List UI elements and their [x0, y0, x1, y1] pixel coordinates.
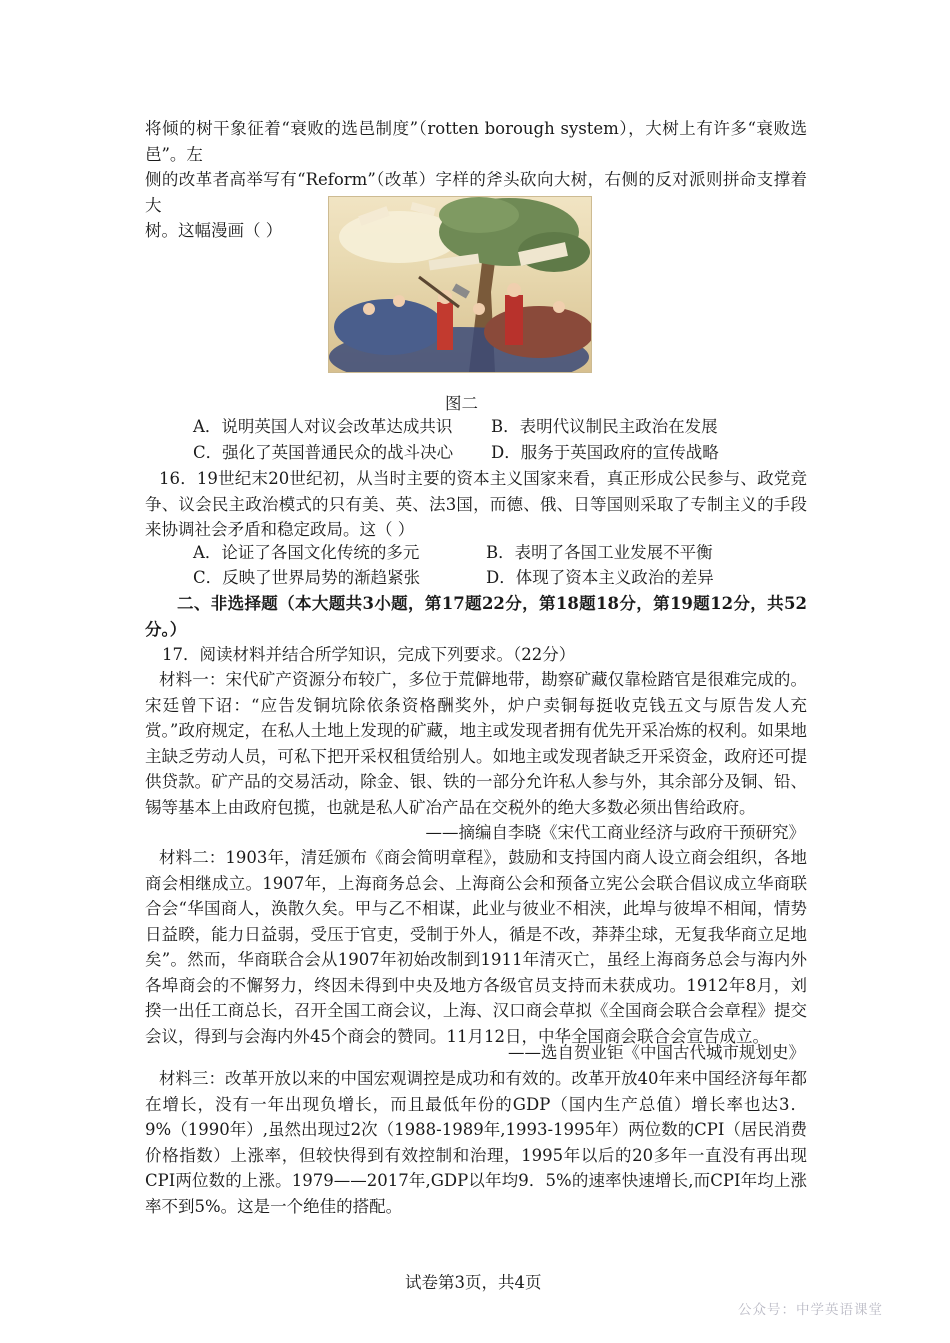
material-one-source: ——摘编自李晓《宋代工商业经济与政府干预研究》: [425, 823, 805, 842]
material-two-source: ——选自贺业钜《中国古代城市规划史》: [508, 1043, 805, 1062]
watermark: 公众号：中学英语课堂: [738, 1302, 883, 1318]
q15-option-b: B．表明代议制民主政治在发展: [491, 417, 718, 436]
q16-option-c: C．反映了世界局势的渐趋紧张: [193, 568, 421, 587]
q15-option-a: A．说明英国人对议会改革达成共识: [193, 417, 453, 436]
q15-option-c: C．强化了英国普通民众的战斗决心: [193, 443, 454, 462]
cartoon-drawing: [329, 197, 591, 372]
q15-option-d: D．服务于英国政府的宣传战略: [491, 443, 719, 462]
intro-line-2: 侧的改革者高举写有“Reform”（改革）字样的斧头砍向大树，右侧的反对派则拼命支撑着大: [145, 170, 807, 215]
q16-option-b: B．表明了各国工业发展不平衡: [486, 543, 713, 562]
intro-line-1: 将倾的树干象征着“衰败的选邑制度”（rotten borough system），大树上有许多“衰败选邑”。左: [145, 119, 807, 164]
material-two: 材料二：1903年，清廷颁布《商会简明章程》，鼓励和支持国内商人设立商会组织，各地商会相继成立。1907年，上海商务总会、上海商公会和预备立宪公会联合倡议成立华商联合会“华国商人，涣散久矣。甲与乙不相谋，此业与彼业不相浃，此埠与彼埠不相闻，情势日益睽，能力日益弱，受压于官吏，受制于外人，循是不改，莽莽尘球，无复我华商立足地矣”。然而，华商联合会从1907年初始改制到1911年清灭亡，虽经上海商务总会与海内外各埠商会的不懈努力，终因未得到中央及地方各级官员支持而未获成功。1912年8月，刘揆一出任工商总长，召开全国工商会议，上海、汉口商会草拟《全国商会联合会章程》提交会议，得到与会海内外45个商会的赞同。11月12日，中华全国商会联合会宣告成立。: [145, 848, 807, 1046]
q16-option-a: A．论证了各国文化传统的多元: [193, 543, 420, 562]
intro-line-3: 树。这幅漫画（ ）: [145, 221, 283, 240]
q17-stem: 17．阅读材料并结合所学知识，完成下列要求。（22分）: [162, 645, 576, 664]
material-three: 材料三：改革开放以来的中国宏观调控是成功和有效的。改革开放40年来中国经济每年都在增长，没有一年出现负增长，而且最低年份的GDP（国内生产总值）增长率也达3．9%（1990年）,虽然出现过2次（1988-1989年,1993-1995年）两位数的CPI（居民消费价格指数）上涨率，但较快得到有效控制和治理，1995年以后的20多年一直没有再出现CPI两位数的上涨。1979——2017年,GDP以年均9．5%的速率快速增长,而CPI年均上涨率不到5%。这是一个绝佳的搭配。: [145, 1069, 807, 1216]
q16-stem: 16．19世纪末20世纪初，从当时主要的资本主义国家来看，真正形成公民参与、政党竞争、议会民主政治模式的只有美、英、法3国，而德、俄、日等国则采取了专制主义的手段来协调社会矛盾和稳定政局。这（ ）: [145, 469, 807, 539]
figure-caption: 图二: [445, 394, 478, 413]
q16-option-d: D．体现了资本主义政治的差异: [486, 568, 714, 587]
cartoon-illustration: [328, 196, 592, 373]
section-heading: 二、非选择题（本大题共3小题，第17题22分，第18题18分，第19题12分，共52分。）: [145, 594, 807, 639]
page-footer: 试卷第3页，共4页: [405, 1273, 542, 1292]
material-one: 材料一：宋代矿产资源分布较广，多位于荒僻地带，勘察矿藏仅靠检踏官是很难完成的。宋廷曾下诏：“应告发铜坑除依条资格酬奖外，炉户卖铜每挺收克钱五文与原告发人充赏。”政府规定，在私人土地上发现的矿藏，地主或发现者拥有优先开采冶炼的权利。如果地主缺乏劳动人员，可私下把开采权租赁给别人。如地主或发现者缺乏开采资金，政府还可提供贷款。矿产品的交易活动，除金、银、铁的一部分允许私人参与外，其余部分及铜、铅、锡等基本上由政府包揽，也就是私人矿冶产品在交税外的绝大多数必须出售给政府。: [145, 670, 807, 817]
